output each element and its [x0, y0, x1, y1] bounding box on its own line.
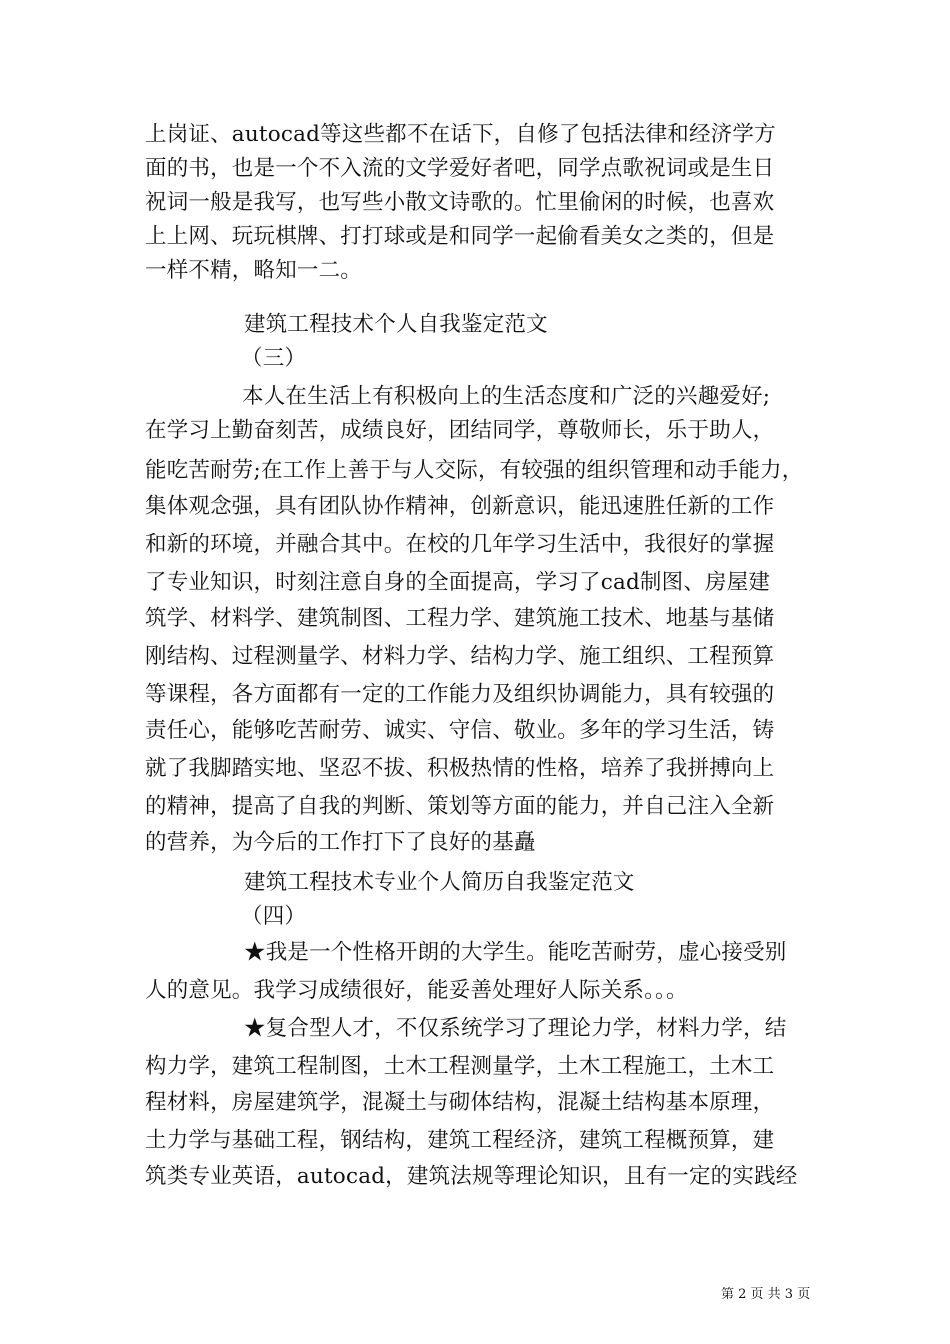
text-line: 构力学，建筑工程制图，土木工程测量学，土木工程施工，土木工 — [145, 1054, 775, 1079]
text-line: 刚结构、过程测量学、材料力学、结构力学、施工组织、工程预算 — [145, 644, 775, 669]
page-number-footer: 第 2 页 共 3 页 — [721, 1287, 811, 1302]
text-line: 在学习上勤奋刻苦，成绩良好，团结同学，尊敬师长，乐于助人， — [145, 418, 775, 443]
section-heading: 建筑工程技术专业个人简历自我鉴定范文 — [244, 870, 635, 895]
text-line: 集体观念强，具有团队协作精神，创新意识，能迅速胜任新的工作 — [145, 494, 775, 519]
text-line: 了专业知识，时刻注意自身的全面提高，学习了cad制图、房屋建 — [145, 570, 771, 595]
text-line: 上岗证、autocad等这些都不在话下，自修了包括法律和经济学方 — [145, 122, 776, 147]
text-line: 筑类专业英语，autocad，建筑法规等理论知识，且有一定的实践经 — [145, 1164, 798, 1189]
text-line: 面的书，也是一个不入流的文学爱好者吧，同学点歌祝词或是生日 — [145, 156, 775, 181]
text-line: 土力学与基础工程，钢结构，建筑工程经济，建筑工程概预算，建 — [145, 1128, 775, 1153]
text-line: ★我是一个性格开朗的大学生。能吃苦耐劳，虚心接受别 — [244, 940, 787, 965]
text-line: 能吃苦耐劳;在工作上善于与人交际，有较强的组织管理和动手能力， — [145, 458, 804, 483]
text-line: 人的意见。我学习成绩很好，能妥善处理好人际关系。。。 — [145, 978, 688, 1003]
section-number: （三） — [241, 346, 307, 371]
text-line: 筑学、材料学、建筑制图、工程力学、建筑施工技术、地基与基储 — [145, 606, 775, 631]
text-line: 责任心，能够吃苦耐劳、诚实、守信、敬业。多年的学习生活，铸 — [145, 718, 775, 743]
text-line: 等课程，各方面都有一定的工作能力及组织协调能力，具有较强的 — [145, 682, 775, 707]
text-line: 上上网、玩玩棋牌、打打球或是和同学一起偷看美女之类的，但是 — [145, 224, 775, 249]
section-number: （四） — [241, 904, 307, 929]
text-line: 一样不精，略知一二。 — [145, 258, 363, 283]
text-line: 程材料，房屋建筑学，混凝土与砌体结构，混凝土结构基本原理， — [145, 1090, 775, 1115]
text-line: 的营养，为今后的工作打下了良好的基矗 — [145, 830, 536, 855]
text-line: 的精神，提高了自我的判断、策划等方面的能力，并自己注入全新 — [145, 794, 775, 819]
section-heading: 建筑工程技术个人自我鉴定范文 — [244, 312, 548, 337]
text-line: ★复合型人才，不仅系统学习了理论力学，材料力学，结 — [244, 1016, 787, 1041]
text-line: 和新的环境，并融合其中。在校的几年学习生活中，我很好的掌握 — [145, 532, 775, 557]
text-line: 就了我脚踏实地、坚忍不拔、积极热情的性格，培养了我拼搏向上 — [145, 756, 775, 781]
text-line: 本人在生活上有积极向上的生活态度和广泛的兴趣爱好; — [242, 384, 771, 409]
text-line: 祝词一般是我写，也写些小散文诗歌的。忙里偷闲的时候，也喜欢 — [145, 190, 775, 215]
